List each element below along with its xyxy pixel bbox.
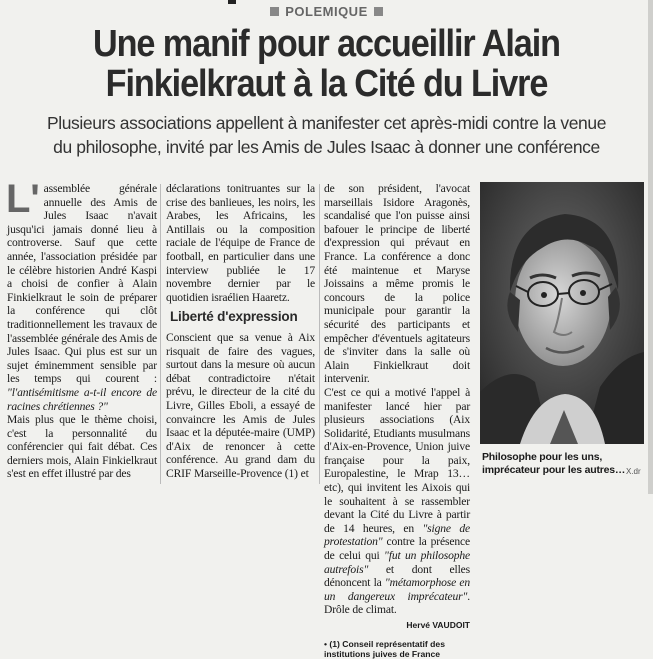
quote-metamorphosis: "métamorphose en un dangereux imprécateur": [324, 576, 471, 603]
subhead-line-2: du philosophe, invité par les Amis de Jules Isaac à donner une conférence: [53, 137, 600, 157]
article-column-1: [6, 177, 158, 481]
quote-antisemitism: "l'antisémitisme a-t-il encore de racines chrétiennes ?": [7, 385, 158, 413]
photo-caption: Philosophe pour les uns, imprécateur pour les autres…: [482, 451, 626, 476]
p4-text-d: . Drôle de climat.: [324, 589, 471, 617]
paragraph-3: de son président, l'avocat marseillais Isidore Aragonès, scandalisé que l'on puisse ainsi bafouer le principe de liberté d'expression qui prévaut en France. La conférence a donc été maintenue et Maryse Joissains a même promis le concours de la police municipale pour garantir la sécurité des participants et empêcher d'éventuels agitateurs de s'inviter dans la salle où Alain Finkielkraut doit intervenir.: [324, 182, 471, 386]
paragraph-1-text: assemblée générale annuelle des Amis de Jules Isaac n'avait jusqu'ici jamais donné lieu à controverse. Sauf que cette année, l'association présidée par le célèbre historien André Kaspi a choisi de confier à Alain Finkielkraut le soin de préparer la conférence qui clôt traditionnellement les travaux de l'assemblée générale des Amis de Jules Isaac. Qui plus est sur un sujet éminemment sensible par les temps qui courent :: [7, 182, 158, 386]
article-column-2: [166, 182, 315, 480]
portrait-photo: [480, 182, 644, 444]
page-edge: [648, 0, 653, 494]
paragraph-4: [324, 386, 470, 617]
photo-credit: X.dr: [626, 467, 641, 476]
square-icon: [374, 7, 383, 16]
quote-philosopher: "fut un philosophe autrefois": [324, 549, 471, 576]
article-column-3: [324, 182, 470, 659]
quote-protest: "signe de protestation": [324, 521, 471, 549]
rubric-label: POLEMIQUE: [285, 4, 368, 19]
section-rubric: [0, 4, 653, 19]
column-divider: [319, 184, 320, 484]
column-divider: [160, 184, 161, 484]
paragraph-2: Mais plus que le thème choisi, c'est la personnalité du conférencier qui fait débat. Ces derniers mois, Alain Finkielkraut s'est en effet illustré par des: [7, 413, 158, 481]
headline-line-2: Finkielkraut à la Cité du Livre: [105, 63, 548, 105]
headline-line-1: Une manif pour accueillir Alain: [93, 23, 560, 65]
subhead-line-1: Plusieurs associations appellent à manifester cet après-midi contre la venue: [46, 113, 607, 133]
square-icon: [270, 7, 279, 16]
author-signature: Hervé VAUDOIT: [406, 620, 470, 630]
p4-text-c: et dont elles dénoncent la: [324, 562, 471, 590]
paragraph-2: déclarations tonitruantes sur la crise des banlieues, les noirs, les Arabes, les Africains, les Antillais ou la composition raciale de l'équipe de France de football, en particulier dans une interview publiée le 17 novembre dernier par le quotidien israélien Haaretz.: [166, 182, 316, 304]
drop-cap: L': [6, 177, 40, 221]
intertitle: Liberté d'expression: [170, 309, 298, 325]
portrait-illustration: [480, 182, 644, 444]
p4-text-a: C'est ce qui a motivé l'appel à manifester lancé hier par plusieurs associations (Aix Solidarité, Etudiants musulmans d'Aix-en-Provence, Union juive française pour la paix, Europalestine, le Mrap 13… etc), qui invitent les Aixois qui le souhaitent à se rassembler devant la Cité du Livre à partir de 14 heures, en: [324, 385, 471, 535]
paragraph-3: Conscient que sa venue à Aix risquait de faire des vagues, surtout dans la mesure où aucun débat contradictoire n'était prévu, le directeur de la cité du Livre, Gilles Eboli, a essayé de convaincre les Amis de Jules Isaac et la députée-maire (UMP) d'Aix de renoncer à cette conférence. Au grand dam du CRIF Marseille-Provence (1) et: [166, 330, 316, 480]
footnote: • (1) Conseil représentatif des institutions juives de France: [324, 638, 445, 659]
subheadline: [20, 111, 633, 159]
headline: [45, 24, 608, 104]
p4-text-b: contre la présence de celui qui: [324, 535, 470, 563]
paragraph-1: [6, 177, 158, 413]
